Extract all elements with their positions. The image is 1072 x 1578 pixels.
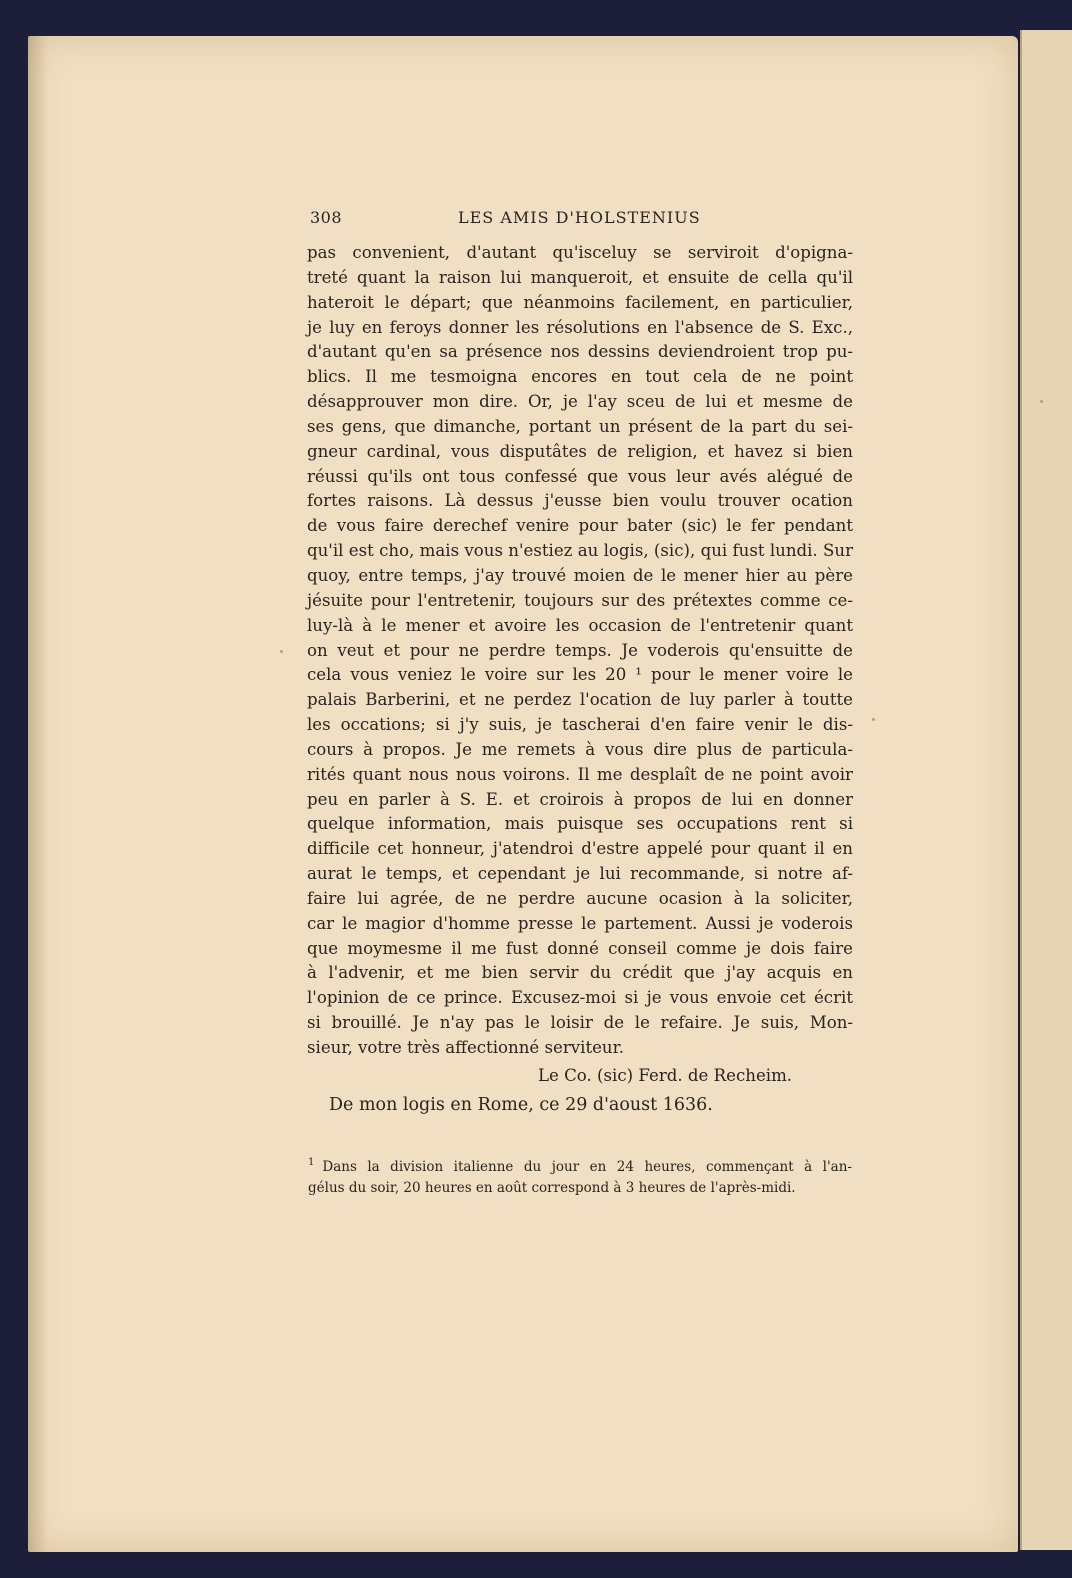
- dateline: De mon logis en Rome, ce 29 d'aoust 1636.: [329, 1095, 713, 1115]
- text-line: cela vous veniez le voire sur les 20 ¹ pour le mener voire le: [307, 665, 853, 685]
- text-line: gneur cardinal, vous disputâtes de religion, et havez si bien: [307, 441, 853, 461]
- text-line: difficile cet honneur, j'atendroi d'estre appelé pour quant il en: [307, 839, 853, 859]
- text-line: je luy en feroys donner les résolutions en l'absence de S. Exc.,: [307, 317, 853, 337]
- adjacent-page-edge: [1020, 30, 1072, 1550]
- text-line: de vous faire derechef venire pour bater (sic) le fer pendant: [307, 516, 853, 536]
- page-number: 308: [310, 208, 343, 227]
- text-line: ses gens, que dimanche, portant un présent de la part du sei-: [307, 416, 853, 436]
- text-line: aurat le temps, et cependant je lui recommande, si notre af-: [307, 864, 853, 884]
- text-line: sieur, votre très affectionné serviteur.: [307, 1038, 624, 1057]
- text-line: l'opinion de ce prince. Excusez-moi si je vous envoie cet écrit: [307, 988, 853, 1008]
- text-line: luy-là à le mener et avoire les occasion de l'entretenir quant: [307, 615, 853, 635]
- footnote-text: Dans la division italienne du jour en 24 heures, commençant à l'an-: [322, 1158, 852, 1175]
- text-line: faire lui agrée, de ne perdre aucune ocasion à la soliciter,: [307, 888, 853, 908]
- footnote: [308, 1152, 852, 1199]
- paper-speck: [872, 718, 875, 721]
- text-line: que moymesme il me fust donné conseil comme je dois faire: [307, 938, 853, 958]
- text-line: rités quant nous nous voirons. Il me desplaît de ne point avoir: [307, 764, 853, 784]
- text-line: quoy, entre temps, j'ay trouvé moien de le mener hier au père: [307, 565, 853, 585]
- text-line: cours à propos. Je me remets à vous dire plus de particula-: [307, 739, 853, 759]
- paper-speck: [1040, 400, 1043, 403]
- text-line: on veut et pour ne perdre temps. Je voderois qu'ensuitte de: [307, 640, 853, 660]
- signature: Le Co. (sic) Ferd. de Recheim.: [538, 1066, 793, 1085]
- text-line: pas convenient, d'autant qu'isceluy se serviroit d'opigna-: [307, 243, 853, 262]
- binding-shadow: [28, 36, 48, 1552]
- text-line: quelque information, mais puisque ses occupations rent si: [307, 814, 853, 834]
- footnote-line: gélus du soir, 20 heures en août correspond à 3 heures de l'après-midi.: [308, 1179, 796, 1196]
- text-line: désapprouver mon dire. Or, je l'ay sceu de lui et mesme de: [307, 392, 853, 412]
- text-line: palais Barberini, et ne perdez l'ocation de luy parler à toutte: [307, 690, 853, 710]
- text-line: jésuite pour l'entretenir, toujours sur des prétextes comme ce-: [307, 590, 853, 610]
- text-line: d'autant qu'en sa présence nos dessins deviendroient trop pu-: [307, 342, 853, 362]
- text-line: si brouillé. Je n'ay pas le loisir de le refaire. Je suis, Mon-: [307, 1013, 853, 1033]
- text-line: fortes raisons. Là dessus j'eusse bien voulu trouver ocation: [307, 491, 853, 511]
- letter-body: [307, 241, 853, 1061]
- text-line: hateroit le départ; que néanmoins facilement, en particulier,: [307, 292, 853, 312]
- text-line: peu en parler à S. E. et croirois à propos de lui en donner: [307, 789, 853, 809]
- text-line: blics. Il me tesmoigna encores en tout cela de ne point: [307, 367, 853, 387]
- footnote-marker: 1: [308, 1157, 315, 1168]
- text-line: qu'il est cho, mais vous n'estiez au logis, (sic), qui fust lundi. Sur: [307, 541, 853, 561]
- text-line: les occations; si j'y suis, je tascherai d'en faire venir le dis-: [307, 715, 853, 735]
- text-line: car le magior d'homme presse le partement. Aussi je voderois: [307, 913, 853, 933]
- footnote-line: [308, 1152, 852, 1178]
- text-line: treté quant la raison lui manqueroit, et ensuite de cella qu'il: [307, 267, 853, 287]
- running-title: LES AMIS D'HOLSTENIUS: [458, 208, 701, 227]
- text-line: à l'advenir, et me bien servir du crédit que j'ay acquis en: [307, 963, 853, 983]
- text-line: réussi qu'ils ont tous confessé que vous leur avés alégué de: [307, 466, 853, 486]
- paper-speck: [280, 650, 283, 653]
